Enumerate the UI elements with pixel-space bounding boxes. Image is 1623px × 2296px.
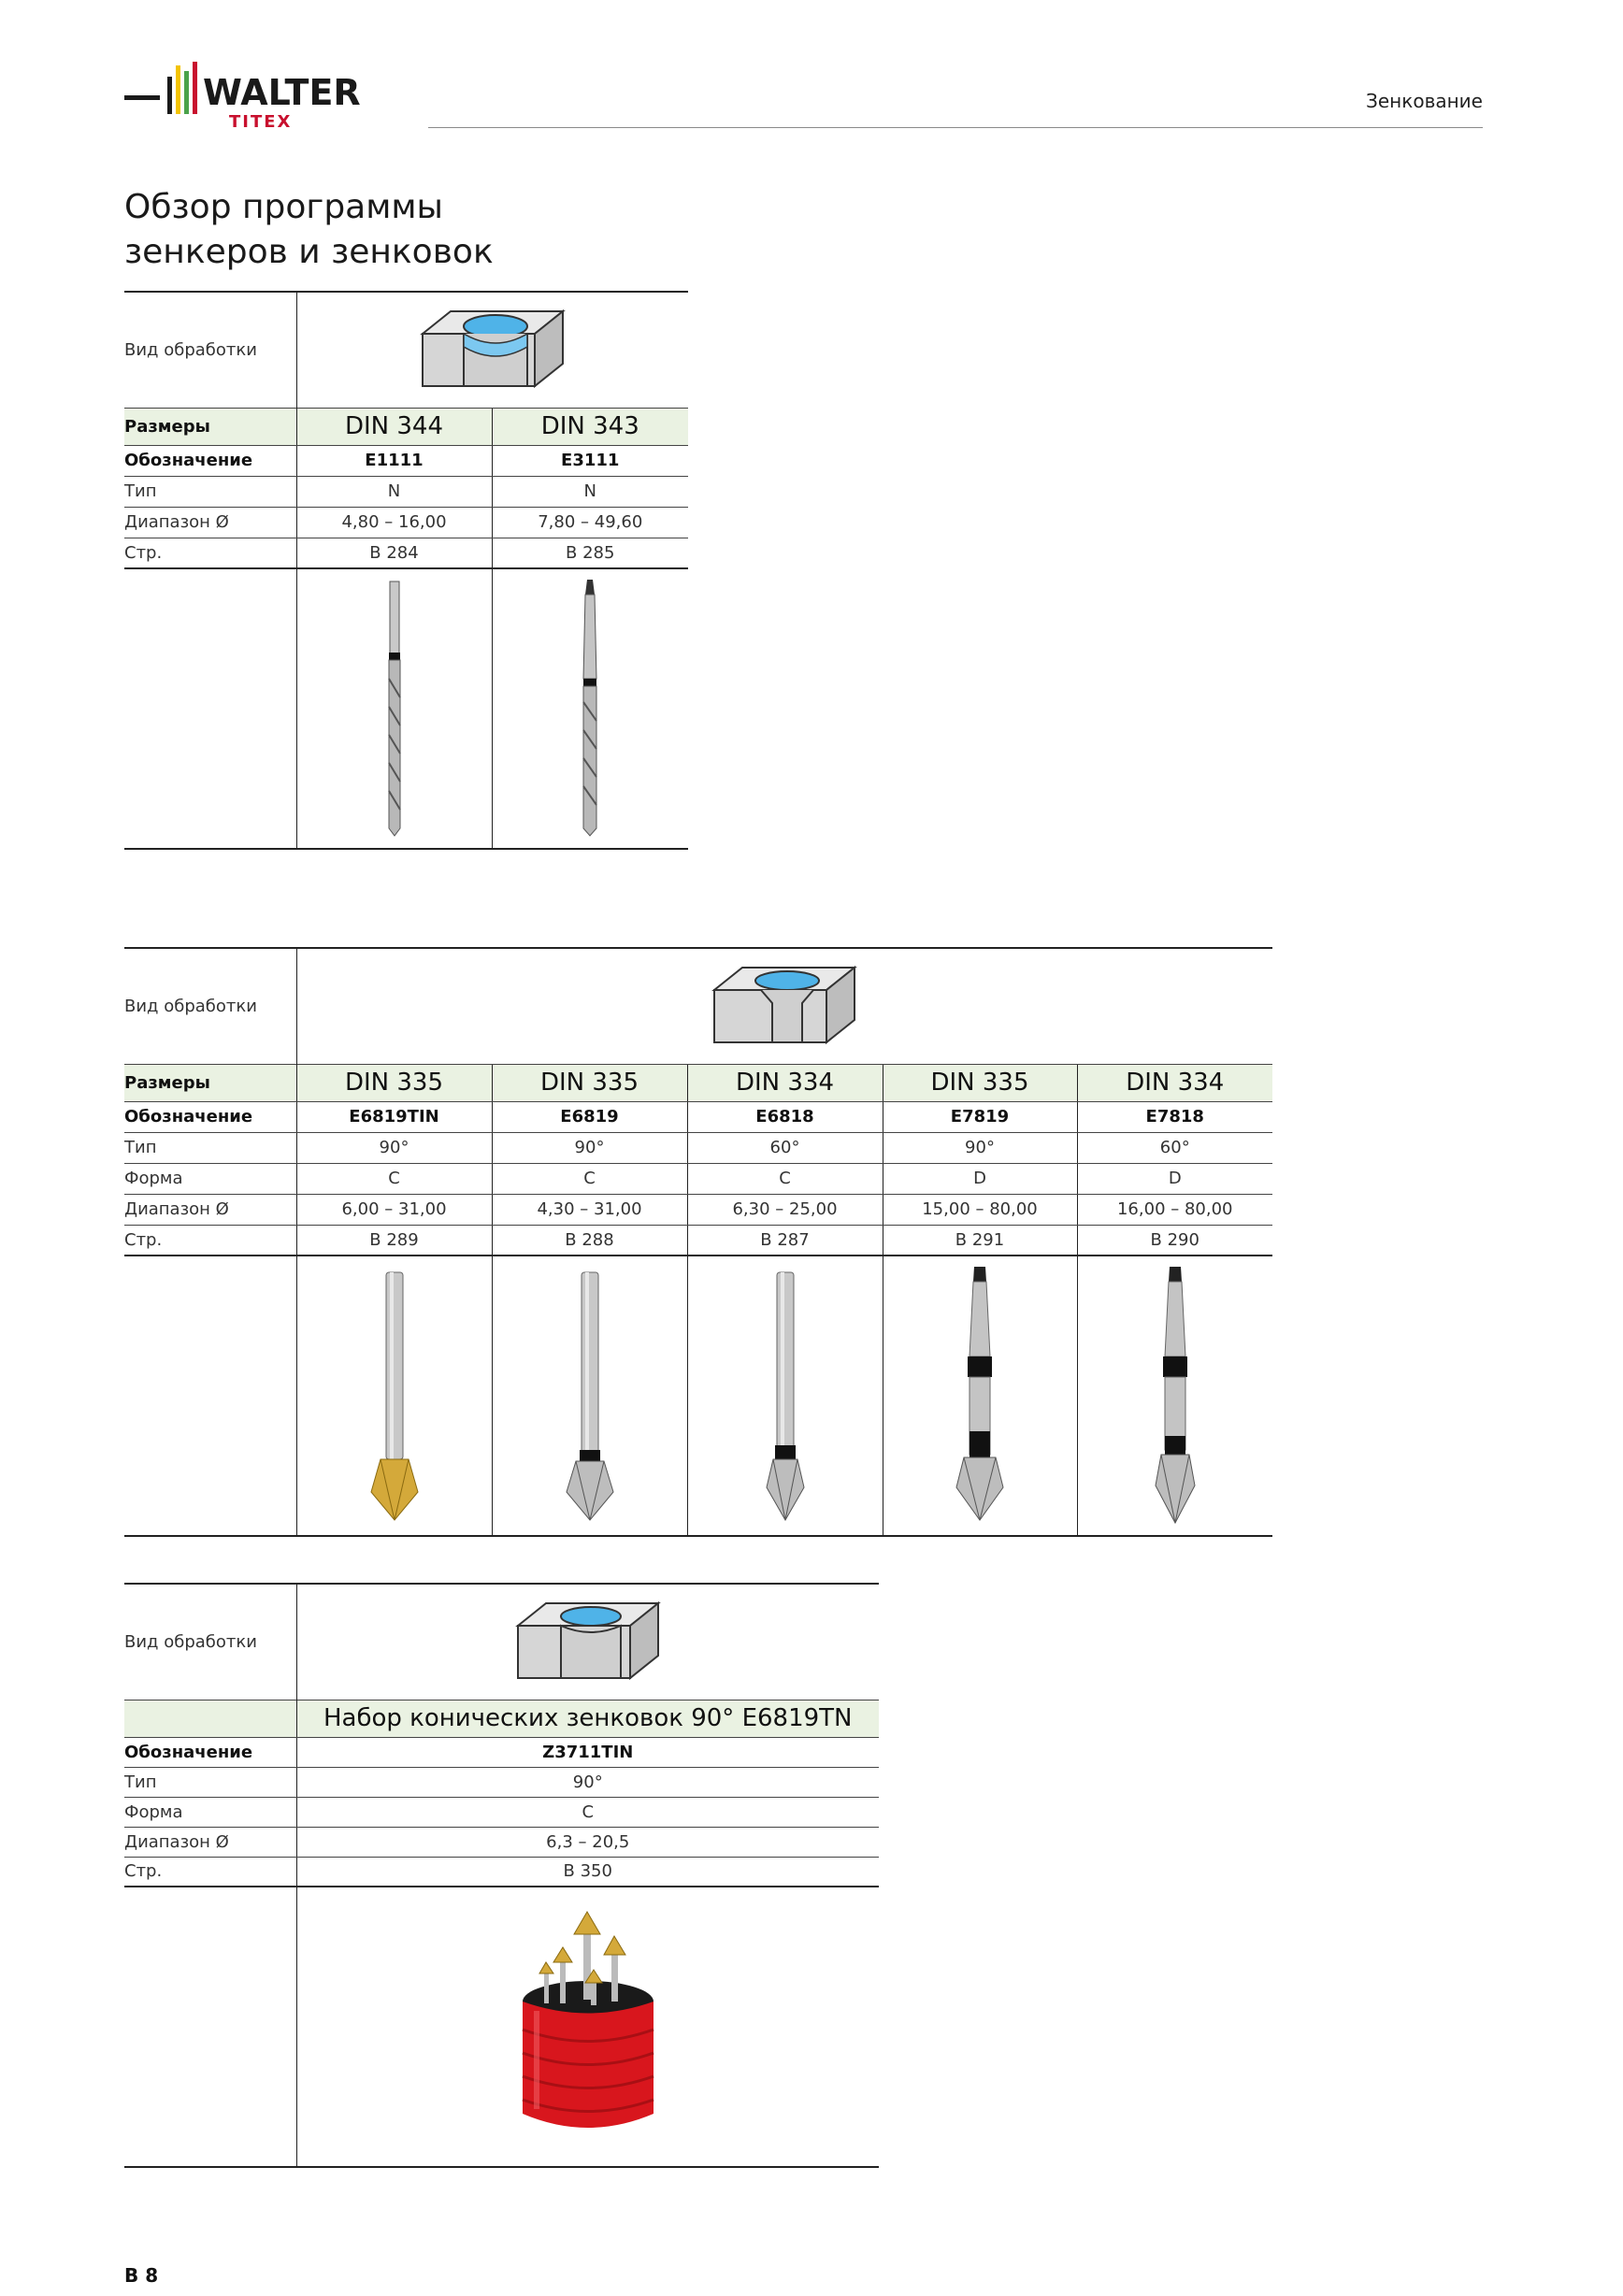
taper-shank-drill-icon xyxy=(576,576,604,838)
form-value: C xyxy=(687,1163,883,1194)
tool-image-countersink-60 xyxy=(687,1256,883,1536)
taper-shank-countersink-60-icon xyxy=(1142,1263,1208,1525)
designation-label: Обозначение xyxy=(124,445,296,476)
processing-illustration xyxy=(296,292,688,408)
tool-image-drill-cylindrical xyxy=(296,568,492,849)
page-ref-value: B 285 xyxy=(492,538,688,568)
tool-image-countersink-taper xyxy=(883,1256,1077,1536)
page-ref-value: B 350 xyxy=(296,1857,879,1887)
type-value: N xyxy=(296,476,492,507)
page-ref-value: B 284 xyxy=(296,538,492,568)
processing-illustration xyxy=(296,948,1272,1064)
designation-value: E3111 xyxy=(492,445,688,476)
type-value: 90° xyxy=(883,1132,1077,1163)
din-standard: DIN 343 xyxy=(492,408,688,445)
range-label: Диапазон Ø xyxy=(124,507,296,538)
type-value: N xyxy=(492,476,688,507)
countersink-block-icon xyxy=(705,962,864,1046)
type-value: 60° xyxy=(1077,1132,1272,1163)
page-title-line-1: Обзор программы xyxy=(124,188,443,226)
page-ref-value: B 287 xyxy=(687,1225,883,1256)
page-ref-label: Стр. xyxy=(124,538,296,568)
designation-value: E6819 xyxy=(492,1101,687,1132)
designation-value: E7818 xyxy=(1077,1101,1272,1132)
dimensions-label: Размеры xyxy=(124,408,296,445)
countersink-hss-icon xyxy=(557,1263,623,1525)
range-value: 4,30 – 31,00 xyxy=(492,1194,687,1225)
din-standard: DIN 335 xyxy=(883,1064,1077,1101)
type-value: 90° xyxy=(492,1132,687,1163)
dimensions-label: Размеры xyxy=(124,1064,296,1101)
table-drill-countersinks xyxy=(124,291,688,850)
designation-value: E7819 xyxy=(883,1101,1077,1132)
table-conical-countersinks xyxy=(124,947,1272,1537)
designation-label: Обозначение xyxy=(124,1737,296,1767)
din-standard: DIN 335 xyxy=(296,1064,492,1101)
range-value: 7,80 – 49,60 xyxy=(492,507,688,538)
walter-titex-logo xyxy=(124,58,405,133)
twist-drill-icon xyxy=(381,576,409,838)
form-label: Форма xyxy=(124,1797,296,1827)
designation-value: E6818 xyxy=(687,1101,883,1132)
form-value: D xyxy=(1077,1163,1272,1194)
designation-value: E6819TIN xyxy=(296,1101,492,1132)
tool-image-countersink-set xyxy=(296,1887,879,2167)
range-value: 15,00 – 80,00 xyxy=(883,1194,1077,1225)
tool-image-drill-taper xyxy=(492,568,688,849)
range-value: 6,3 – 20,5 xyxy=(296,1827,879,1857)
taper-shank-countersink-icon xyxy=(947,1263,1013,1525)
type-label: Тип xyxy=(124,1132,296,1163)
range-value: 16,00 – 80,00 xyxy=(1077,1194,1272,1225)
form-label: Форма xyxy=(124,1163,296,1194)
range-label: Диапазон Ø xyxy=(124,1194,296,1225)
counterbore-block-icon xyxy=(413,306,572,390)
din-standard: DIN 334 xyxy=(1077,1064,1272,1101)
form-value: C xyxy=(492,1163,687,1194)
processing-label: Вид обработки xyxy=(124,1584,296,1700)
countersink-60deg-icon xyxy=(753,1263,818,1525)
range-label: Диапазон Ø xyxy=(124,1827,296,1857)
countersink-tin-icon xyxy=(362,1263,427,1525)
page-ref-value: B 289 xyxy=(296,1225,492,1256)
page-ref-label: Стр. xyxy=(124,1857,296,1887)
type-value: 90° xyxy=(296,1767,879,1797)
tool-image-countersink-taper-60 xyxy=(1077,1256,1272,1536)
header-divider xyxy=(428,127,1483,128)
countersink-set-case-icon xyxy=(509,1908,668,2142)
din-standard: DIN 335 xyxy=(492,1064,687,1101)
page-ref-value: B 288 xyxy=(492,1225,687,1256)
page-ref-label: Стр. xyxy=(124,1225,296,1256)
form-value: C xyxy=(296,1797,879,1827)
logo-sub-wordmark: TITEX xyxy=(229,112,293,132)
logo-wordmark: WALTER xyxy=(203,72,361,113)
page-ref-value: B 291 xyxy=(883,1225,1077,1256)
type-value: 90° xyxy=(296,1132,492,1163)
designation-value: E1111 xyxy=(296,445,492,476)
type-label: Тип xyxy=(124,1767,296,1797)
page-title xyxy=(124,185,494,275)
section-label: Зенкование xyxy=(1366,90,1483,112)
page-number: B 8 xyxy=(124,2264,159,2287)
set-title: Набор конических зенковок 90° E6819TN xyxy=(296,1700,879,1737)
range-value: 6,30 – 25,00 xyxy=(687,1194,883,1225)
page-title-line-2: зенкеров и зенковок xyxy=(124,233,494,271)
type-value: 60° xyxy=(687,1132,883,1163)
din-standard: DIN 344 xyxy=(296,408,492,445)
tool-image-countersink-silver xyxy=(492,1256,687,1536)
din-standard: DIN 334 xyxy=(687,1064,883,1101)
table-countersink-set xyxy=(124,1583,879,2168)
processing-label: Вид обработки xyxy=(124,292,296,408)
form-value: C xyxy=(296,1163,492,1194)
form-value: D xyxy=(883,1163,1077,1194)
type-label: Тип xyxy=(124,476,296,507)
designation-value: Z3711TIN xyxy=(296,1737,879,1767)
page-ref-value: B 290 xyxy=(1077,1225,1272,1256)
countersink-block-icon xyxy=(509,1598,668,1682)
range-value: 4,80 – 16,00 xyxy=(296,507,492,538)
processing-label: Вид обработки xyxy=(124,948,296,1064)
processing-illustration xyxy=(296,1584,879,1700)
designation-label: Обозначение xyxy=(124,1101,296,1132)
range-value: 6,00 – 31,00 xyxy=(296,1194,492,1225)
tool-image-countersink-gold xyxy=(296,1256,492,1536)
